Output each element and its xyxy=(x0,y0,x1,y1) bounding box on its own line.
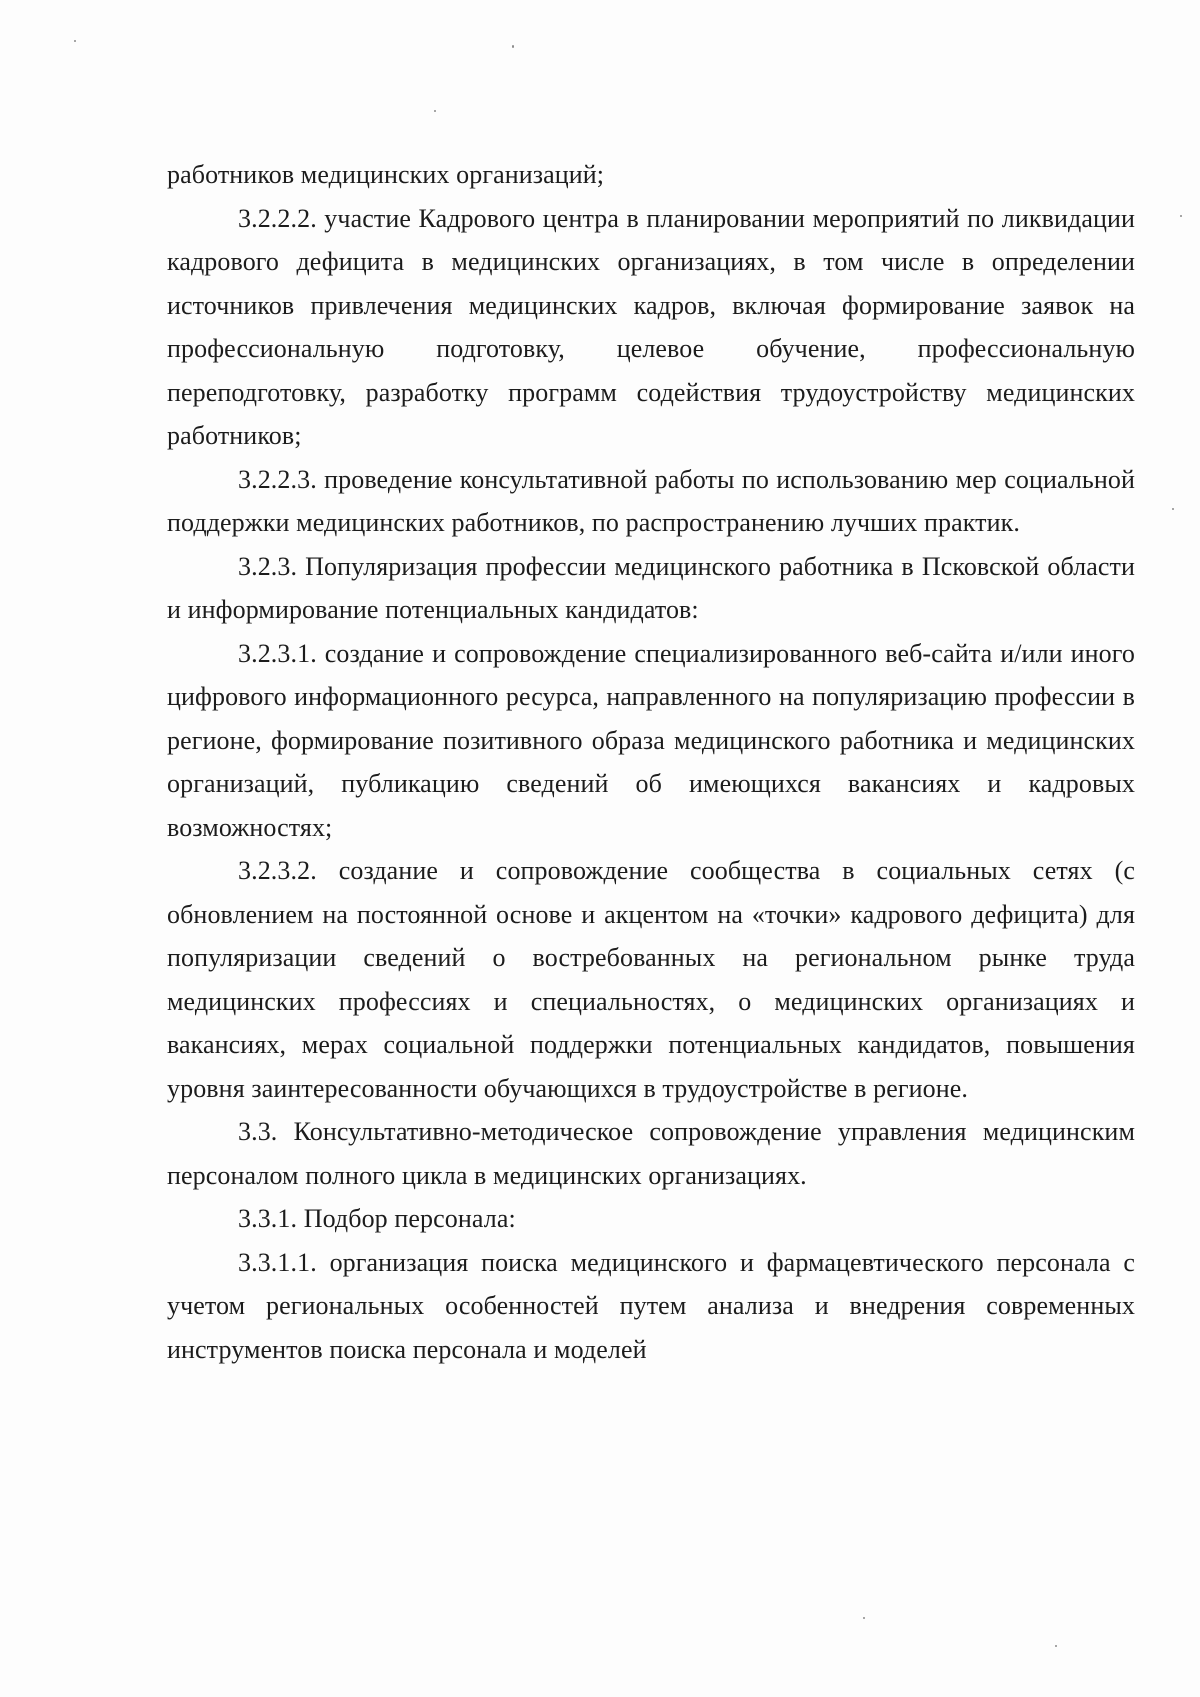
scan-speck xyxy=(434,110,436,112)
scan-speck xyxy=(1055,1645,1057,1647)
scan-speck xyxy=(863,1617,865,1619)
scan-speck xyxy=(1180,215,1182,217)
document-body xyxy=(167,153,1135,1371)
scan-speck xyxy=(74,40,76,42)
paragraph: 3.2.2.2. участие Кадрового центра в планировании мероприятий по ликвидации кадрового дефицита в медицинских организациях, в том числе в определении источников привлечения медицинских кадров, включая формирование заявок на профессиональную подготовку, целевое обучение, профессиональную переподготовку, разработку программ содействия трудоустройству медицинских работников; xyxy=(167,203,1135,450)
paragraph: 3.2.3.2. создание и сопровождение сообщества в социальных сетях (с обновлением на постоянной основе и акцентом на «точки» кадрового дефицита) для популяризации сведений о востребованных на региональном рынке труда медицинских профессиях и специальностях, о медицинских организациях и вакансиях, мерах социальной поддержки потенциальных кандидатов, повышения уровня заинтересованности обучающихся в трудоустройстве в регионе. xyxy=(167,856,1135,1103)
paragraph: 3.2.3. Популяризация профессии медицинского работника в Псковской области и информирование потенциальных кандидатов: xyxy=(167,551,1135,624)
paragraph: 3.2.2.3. проведение консультативной работы по использованию мер социальной поддержки медицинских работников, по распространению лучших практик. xyxy=(167,464,1135,537)
paragraph: 3.2.3.1. создание и сопровождение специализированного веб-сайта и/или иного цифрового информационного ресурса, направленного на популяризацию профессии в регионе, формирование позитивного образа медицинского работника и медицинских организаций, публикацию сведений об имеющихся вакансиях и кадровых возможностях; xyxy=(167,638,1135,842)
paragraph: 3.3. Консультативно-методическое сопровождение управления медицинским персоналом полного цикла в медицинских организациях. xyxy=(167,1117,1135,1190)
paragraph: 3.3.1. Подбор персонала: xyxy=(238,1204,516,1233)
paragraph: работников медицинских организаций; xyxy=(167,160,605,189)
scan-speck xyxy=(512,45,514,48)
scan-speck xyxy=(1172,508,1174,510)
paragraph: 3.3.1.1. организация поиска медицинского и фармацевтического персонала с учетом региональных особенностей путем анализа и внедрения современных инструментов поиска персонала и моделей xyxy=(167,1247,1135,1364)
